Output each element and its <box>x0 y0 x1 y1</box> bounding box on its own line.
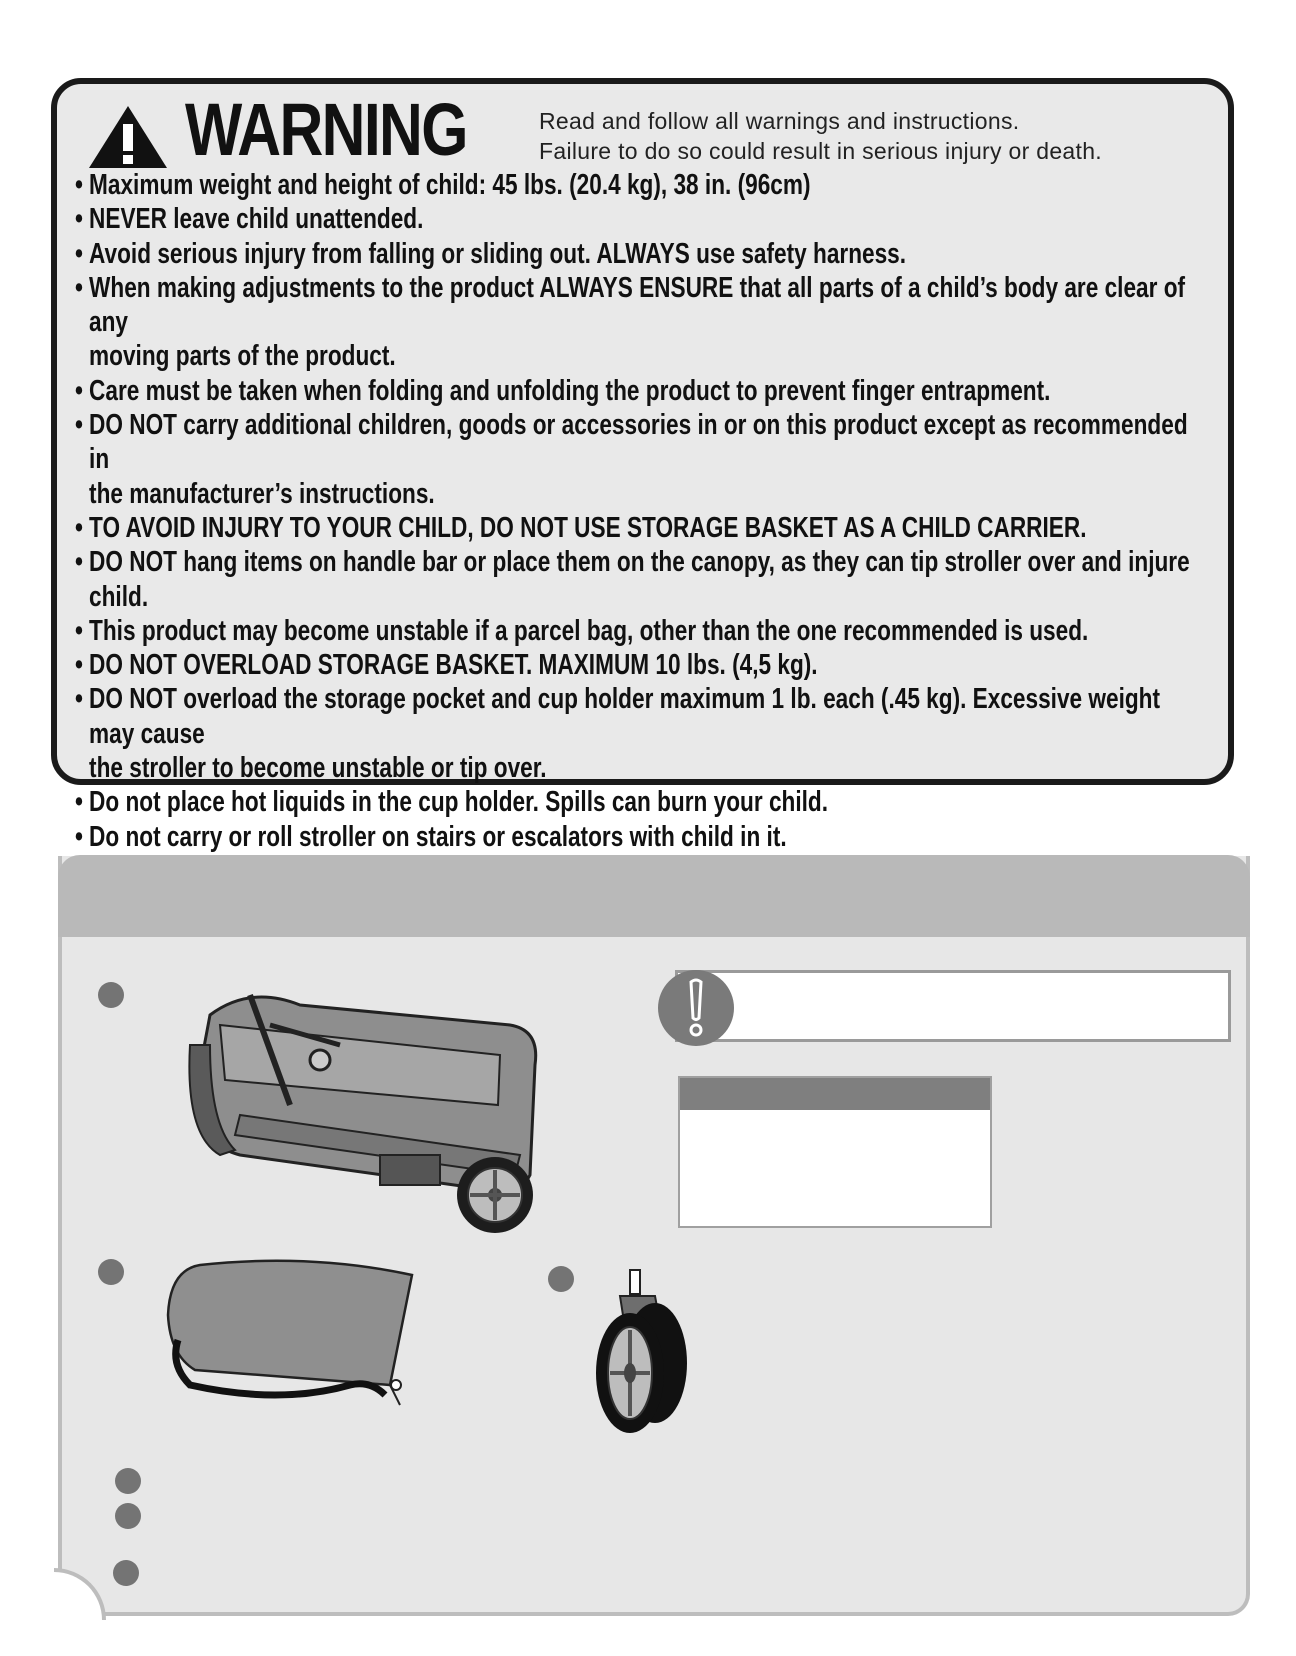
warning-list-item: moving parts of the product. <box>89 340 396 373</box>
warning-list-item: • Maximum weight and height of child: 45 lbs. (20.4 kg), 38 in. (96cm) <box>75 168 1197 202</box>
warning-list-item: • Care must be taken when folding and unfolding the product to prevent finger entrapment. <box>75 374 1197 408</box>
wheel-illustration <box>575 1268 705 1438</box>
part-marker-dot <box>113 1560 139 1586</box>
part-marker-dot <box>115 1503 141 1529</box>
carry-bag-illustration <box>160 1255 430 1420</box>
warning-list-item: • NEVER leave child unattended. <box>75 202 1197 236</box>
warning-title: WARNING <box>185 88 467 171</box>
warning-list-item: • DO NOT hang items on handle bar or place them on the canopy, as they can tip stroller over and injure child. <box>75 545 1197 614</box>
warning-header <box>87 88 1207 171</box>
warning-list-item: • This product may become unstable if a parcel bag, other than the one recommended is used. <box>75 614 1197 648</box>
part-marker-dot <box>98 1259 124 1285</box>
warning-list-item: • TO AVOID INJURY TO YOUR CHILD, DO NOT USE STORAGE BASKET AS A CHILD CARRIER. <box>75 511 1197 545</box>
warning-triangle-icon <box>87 104 169 170</box>
warning-list-item: • DO NOT OVERLOAD STORAGE BASKET. MAXIMUM 10 lbs. (4,5 kg). <box>75 648 1197 682</box>
parts-table <box>678 1076 992 1228</box>
warning-list <box>75 168 1235 923</box>
contents-panel-header <box>58 855 1250 937</box>
warning-list-item: • Avoid serious injury from falling or sliding out. ALWAYS use safety harness. <box>75 237 1197 271</box>
warning-list-item: • DO NOT carry additional children, goods or accessories in or on this product except as recommended in <box>75 408 1197 477</box>
warning-label <box>51 78 1234 853</box>
folded-stroller-illustration <box>180 985 550 1240</box>
warning-list-item: the stroller to become unstable or tip over. <box>89 752 547 785</box>
warning-list-item: the manufacturer’s instructions. <box>89 477 435 510</box>
warning-list-item: • Do not place hot liquids in the cup holder. Spills can burn your child. <box>75 785 1197 819</box>
part-marker-dot <box>115 1468 141 1494</box>
parts-table-header <box>680 1078 990 1110</box>
warning-list-item: • When making adjustments to the product ALWAYS ENSURE that all parts of a child’s body are clear of any <box>75 271 1197 340</box>
exclamation-icon <box>658 970 734 1046</box>
warning-intro-line-1: Read and follow all warnings and instructions. <box>539 108 1020 134</box>
part-marker-dot <box>548 1266 574 1292</box>
warning-list-item: • DO NOT overload the storage pocket and cup holder maximum 1 lb. each (.45 kg). Excessive weight may cause <box>75 682 1197 751</box>
part-marker-dot <box>98 982 124 1008</box>
warning-list-item: • Do not carry or roll stroller on stairs or escalators with child in it. <box>75 820 1197 854</box>
warning-intro <box>539 106 1102 166</box>
warning-intro-line-2: Failure to do so could result in serious injury or death. <box>539 138 1102 164</box>
notice-bar <box>675 970 1231 1042</box>
